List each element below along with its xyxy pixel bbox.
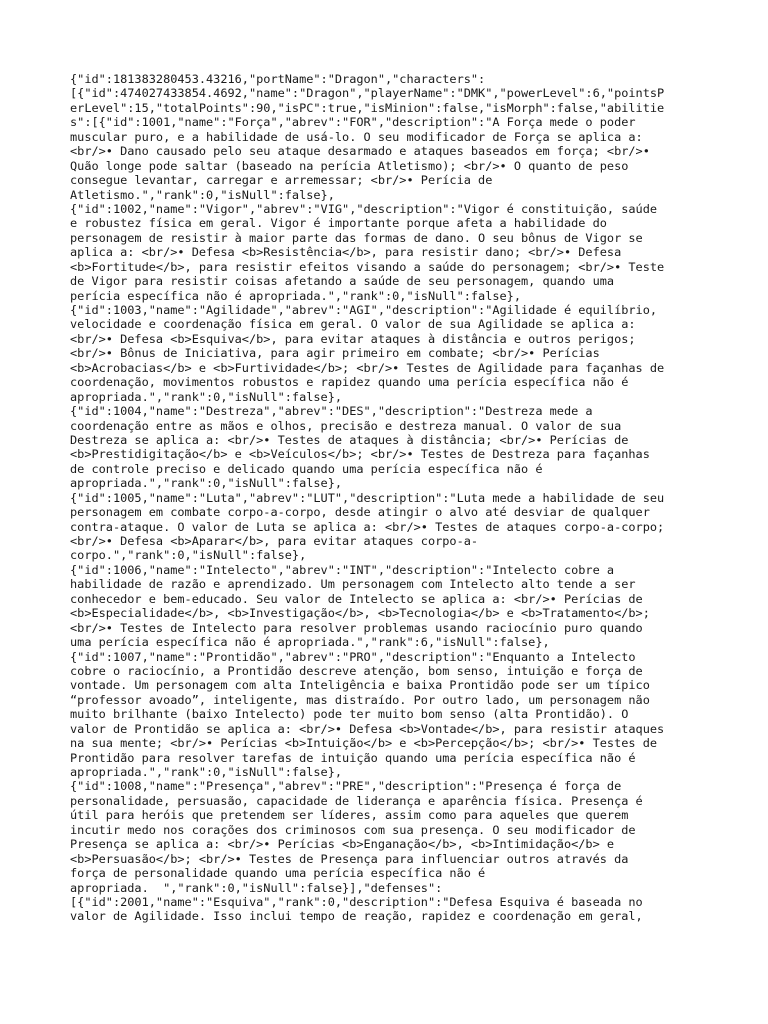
- text-line: <br/>• Testes de Intelecto para resolver problemas usando raciocínio puro quando: [70, 620, 643, 635]
- text-line: cobre o raciocínio, a Prontidão descreve atenção, bom senso, intuição e força de: [70, 663, 643, 678]
- text-line: perícia específica não é apropriada.","rank":0,"isNull":false},: [70, 288, 522, 303]
- text-line: s":[{"id":1001,"name":"Força","abrev":"FOR","description":"A Força mede o poder: [70, 115, 636, 130]
- text-line: incutir medo nos corações dos criminosos com sua presença. O seu modificador de: [70, 822, 636, 837]
- text-line: valor de Prontidão se aplica a: <br/>• Defesa <b>Vontade</b>, para resistir ataques: [70, 721, 665, 736]
- text-line: {"id":1008,"name":"Presença","abrev":"PRE","description":"Presença é força de: [70, 779, 622, 794]
- text-line: de Vigor para resistir coisas afetando a saúde de seu personagem, quando uma: [70, 274, 615, 289]
- text-line: coordenação, movimentos robustos e rapidez quando uma perícia específica não é: [70, 375, 629, 390]
- text-line: <b>Persuasão</b>; <br/>• Testes de Presença para influenciar outros através da: [70, 851, 629, 866]
- text-line: {"id":1003,"name":"Agilidade","abrev":"AGI","description":"Agilidade é equilíbrio,: [70, 303, 658, 317]
- text-line: personagem de resistir à maior parte das formas de dano. O seu bônus de Vigor se: [70, 230, 643, 245]
- text-line: <br/>• Defesa <b>Esquiva</b>, para evitar ataques à distância e outros perigos;: [70, 331, 636, 346]
- text-line: <br/>• Defesa <b>Aparar</b>, para evitar ataques corpo-a-: [70, 534, 479, 548]
- text-line: personalidade, persuasão, capacidade de liderança e aparência física. Presença é: [70, 793, 643, 808]
- text-line: Destreza se aplica a: <br/>• Testes de ataques à distância; <br/>• Perícias de: [70, 432, 629, 447]
- text-line: Prontidão para resolver tarefas de intuição quando uma perícia específica não é: [70, 750, 636, 765]
- text-line: Quão longe pode saltar (baseado na perícia Atletismo); <br/>• O quanto de peso: [70, 158, 629, 173]
- text-line: {"id":1005,"name":"Luta","abrev":"LUT","description":"Luta mede a habilidade de seu: [70, 490, 665, 505]
- text-line: apropriada.","rank":0,"isNull":false},: [70, 389, 343, 404]
- text-line: [{"id":474027433854.4692,"name":"Dragon","playerName":"DMK","powerLevel":6,"pointsP: [70, 86, 665, 101]
- text-line: contra-ataque. O valor de Luta se aplica a: <br/>• Testes de ataques corpo-a-corpo;: [70, 519, 665, 534]
- text-line: erLevel":15,"totalPoints":90,"isPC":true,"isMinion":false,"isMorph":false,"abilitie: [70, 100, 665, 115]
- text-line: vontade. Um personagem com alta Inteligência e baixa Prontidão pode ser um típico: [70, 678, 650, 693]
- text-line: “professor avoado”, inteligente, mas distraído. Por outro lado, um personagem não: [70, 692, 650, 707]
- text-line: consegue levantar, carregar e arremessar; <br/>• Perícia de: [70, 173, 493, 188]
- json-text-block: [70, 72, 710, 924]
- text-line: valor de Agilidade. Isso inclui tempo de reação, rapidez e coordenação em geral,: [70, 909, 643, 924]
- text-line: aplica a: <br/>• Defesa <b>Resistência</b>, para resistir dano; <br/>• Defesa: [70, 245, 622, 260]
- text-line: personagem em combate corpo-a-corpo, desde atingir o alvo até desviar de qualquer: [70, 505, 650, 520]
- text-line: força de personalidade quando uma perícia específica não é: [70, 866, 486, 881]
- text-line: {"id":181383280453.43216,"portName":"Dragon","characters":: [70, 72, 486, 86]
- text-line: apropriada.","rank":0,"isNull":false},: [70, 765, 343, 779]
- text-line: apropriada.","rank":0,"isNull":false},: [70, 476, 343, 491]
- text-line: na sua mente; <br/>• Perícias <b>Intuição</b> e <b>Percepção</b>; <br/>• Testes de: [70, 736, 658, 751]
- text-line: {"id":1004,"name":"Destreza","abrev":"DES","description":"Destreza mede a: [70, 404, 593, 419]
- text-line: útil para heróis que pretendem ser líderes, assim como para aqueles que querem: [70, 808, 629, 823]
- text-line: Atletismo.","rank":0,"isNull":false},: [70, 187, 335, 202]
- text-line: [{"id":2001,"name":"Esquiva","rank":0,"description":"Defesa Esquiva é baseada no: [70, 894, 643, 909]
- text-line: {"id":1007,"name":"Prontidão","abrev":"PRO","description":"Enquanto a Intelecto: [70, 649, 636, 664]
- text-line: muscular puro, e a habilidade de usá-lo. O seu modificador de Força se aplica a:: [70, 129, 643, 144]
- text-line: Presença se aplica a: <br/>• Perícias <b>Enganação</b>, <b>Intimidação</b> e: [70, 837, 615, 852]
- text-line: <br/>• Bônus de Iniciativa, para agir primeiro em combate; <br/>• Perícias: [70, 346, 600, 361]
- text-line: muito brilhante (baixo Intelecto) pode ter muito bom senso (alta Prontidão). O: [70, 707, 629, 722]
- text-line: corpo.","rank":0,"isNull":false},: [70, 548, 307, 563]
- text-line: <br/>• Dano causado pelo seu ataque desarmado e ataques baseados em força; <br/>•: [70, 144, 650, 159]
- text-line: e robustez física em geral. Vigor é importante porque afeta a habilidade do: [70, 216, 607, 231]
- text-line: <b>Fortitude</b>, para resistir efeitos visando a saúde do personagem; <br/>• Teste: [70, 259, 665, 274]
- text-line: <b>Prestidigitação</b> e <b>Veículos</b>; <br/>• Testes de Destreza para façanhas: [70, 447, 650, 462]
- text-line: uma perícia específica não é apropriada.","rank":6,"isNull":false},: [70, 635, 550, 650]
- text-line: velocidade e coordenação física em geral. O valor de sua Agilidade se aplica a:: [70, 317, 636, 332]
- text-line: habilidade de razão e aprendizado. Um personagem com Intelecto alto tende a ser: [70, 577, 636, 592]
- text-line: <b>Especialidade</b>, <b>Investigação</b>, <b>Tecnologia</b> e <b>Tratamento</b>;: [70, 606, 650, 621]
- text-line: coordenação entre as mãos e olhos, precisão e destreza manual. O valor de sua: [70, 418, 622, 433]
- text-line: conhecedor e bem-educado. Seu valor de Intelecto se aplica a: <br/>• Perícias de: [70, 591, 643, 606]
- text-line: {"id":1006,"name":"Intelecto","abrev":"INT","description":"Intelecto cobre a: [70, 562, 615, 577]
- text-line: {"id":1002,"name":"Vigor","abrev":"VIG","description":"Vigor é constituição, saúde: [70, 201, 658, 216]
- text-line: apropriada. ","rank":0,"isNull":false}],"defenses":: [70, 880, 443, 895]
- text-line: <b>Acrobacias</b> e <b>Furtividade</b>; <br/>• Testes de Agilidade para façanhas de: [70, 360, 665, 375]
- text-line: de controle preciso e delicado quando uma perícia específica não é: [70, 461, 543, 476]
